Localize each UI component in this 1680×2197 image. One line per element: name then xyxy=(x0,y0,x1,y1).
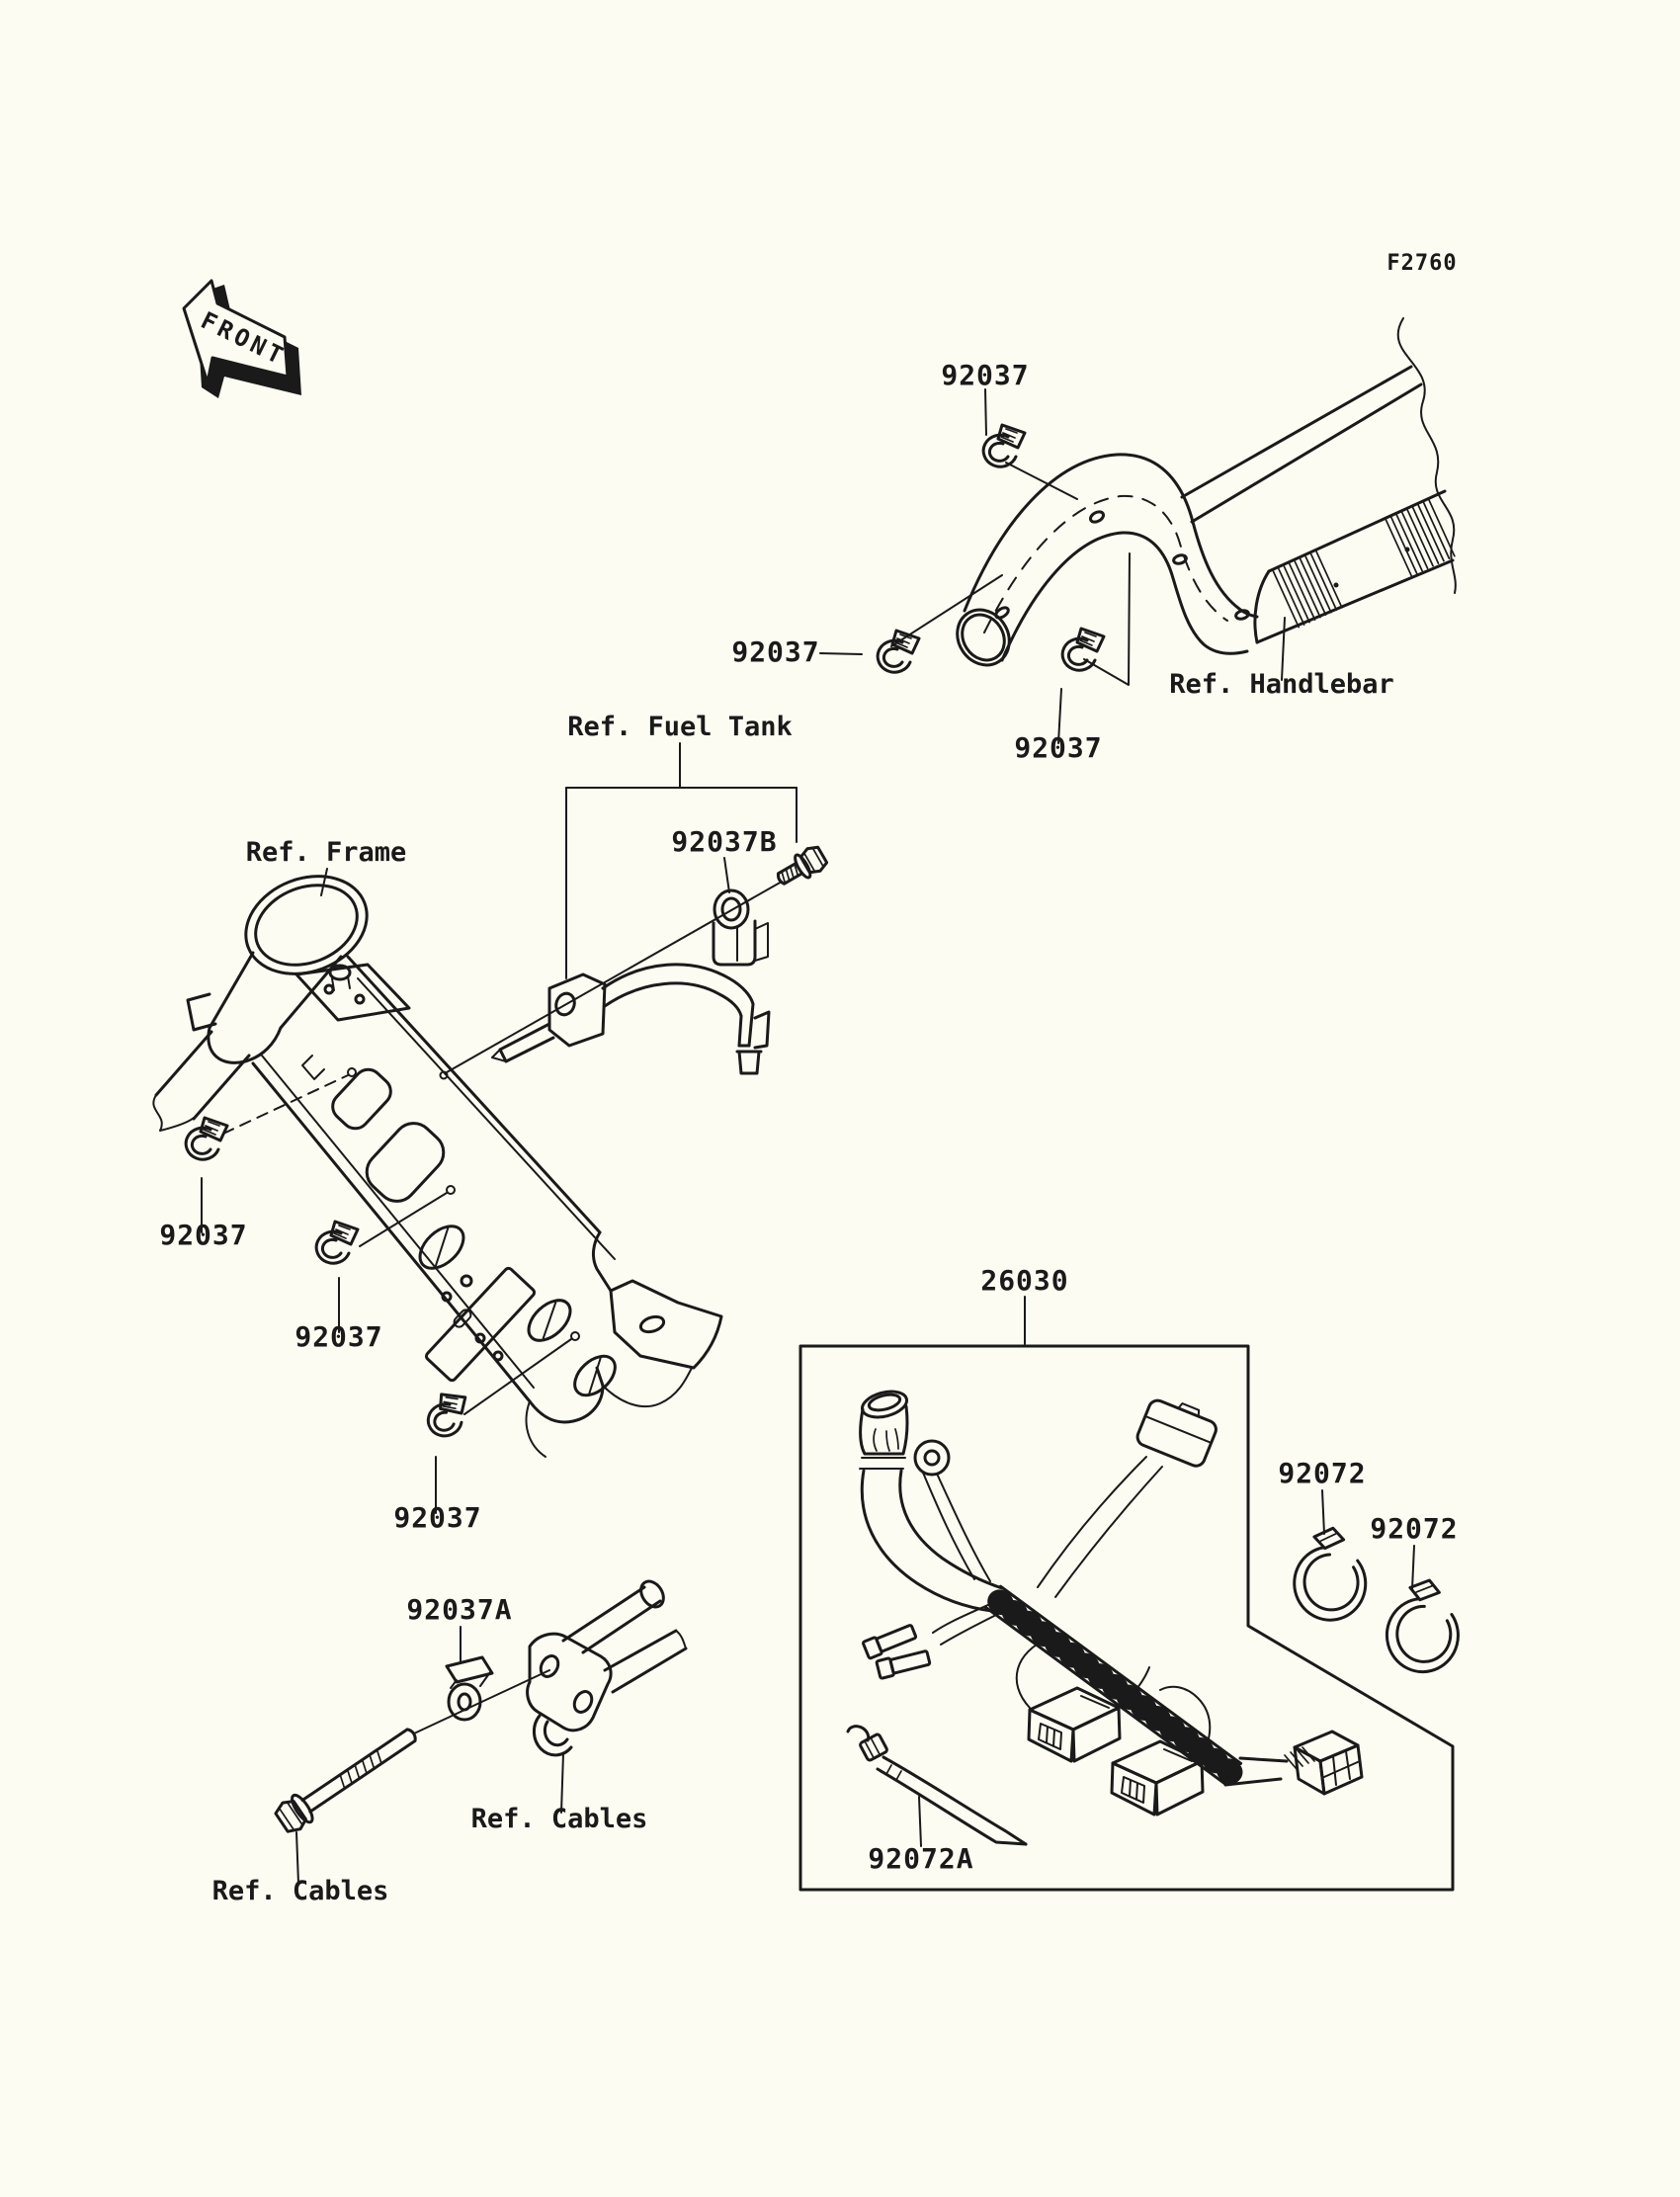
band-92072A-part xyxy=(848,1727,1026,1844)
handlebar-clamp-left xyxy=(878,631,919,672)
part-label-92037-frame-upper: 92037 xyxy=(159,1219,248,1251)
harness-relay-box-1 xyxy=(1029,1688,1120,1761)
part-label-92037-handlebar-top: 92037 xyxy=(941,359,1030,391)
part-label-92072-upper: 92072 xyxy=(1278,1457,1367,1489)
part-label-92037B: 92037B xyxy=(671,825,778,858)
harness-connector-upper-right xyxy=(1038,1393,1220,1597)
band-92072-upper-part xyxy=(1287,1525,1370,1625)
frame-drawing xyxy=(153,860,721,1457)
harness-main-connector xyxy=(1225,1732,1362,1794)
harness-ring-terminal xyxy=(915,1441,990,1581)
fuel-tank-clamp-part xyxy=(714,890,768,965)
band-92072A-leader xyxy=(919,1797,921,1846)
frame-leader-lines xyxy=(202,869,579,1513)
band-92072-lower-part xyxy=(1384,1578,1461,1674)
ref-label-frame: Ref. Frame xyxy=(245,837,407,868)
fuel-tank-bracket-drawing xyxy=(441,743,829,1079)
cables-bolt xyxy=(273,1721,422,1836)
part-label-92037A: 92037A xyxy=(406,1593,513,1626)
ref-label-handlebar: Ref. Handlebar xyxy=(1169,669,1394,700)
part-label-26030: 26030 xyxy=(980,1264,1069,1297)
front-arrow-icon xyxy=(184,281,301,398)
part-label-92037-frame-mid: 92037 xyxy=(294,1320,383,1353)
ref-label-fuel-tank: Ref. Fuel Tank xyxy=(567,712,793,742)
handlebar-clamp-mid xyxy=(1062,629,1104,670)
fuel-tank-clamp-bolt xyxy=(773,844,829,891)
harness-battery-connector xyxy=(860,1388,1002,1611)
cable-clamp-bracket-part xyxy=(447,1657,492,1720)
part-label-92037-frame-lower: 92037 xyxy=(393,1501,482,1534)
figure-code-label: F2760 xyxy=(1386,251,1458,276)
part-label-92072A: 92072A xyxy=(868,1842,974,1875)
part-label-92037-handlebar-mid: 92037 xyxy=(1014,731,1103,764)
part-label-92037-handlebar-left: 92037 xyxy=(731,635,820,668)
handlebar-clamp-top xyxy=(983,425,1025,466)
front-arrow-label: FRONT xyxy=(196,306,292,372)
frame-clamp-upper xyxy=(186,1118,227,1159)
ref-label-cables-left: Ref. Cables xyxy=(211,1876,389,1906)
frame-clamp-mid xyxy=(316,1222,358,1263)
ref-label-cables-right: Ref. Cables xyxy=(470,1804,648,1834)
part-label-92072-lower: 92072 xyxy=(1370,1512,1459,1545)
harness-spade-terminals xyxy=(863,1603,1000,1678)
